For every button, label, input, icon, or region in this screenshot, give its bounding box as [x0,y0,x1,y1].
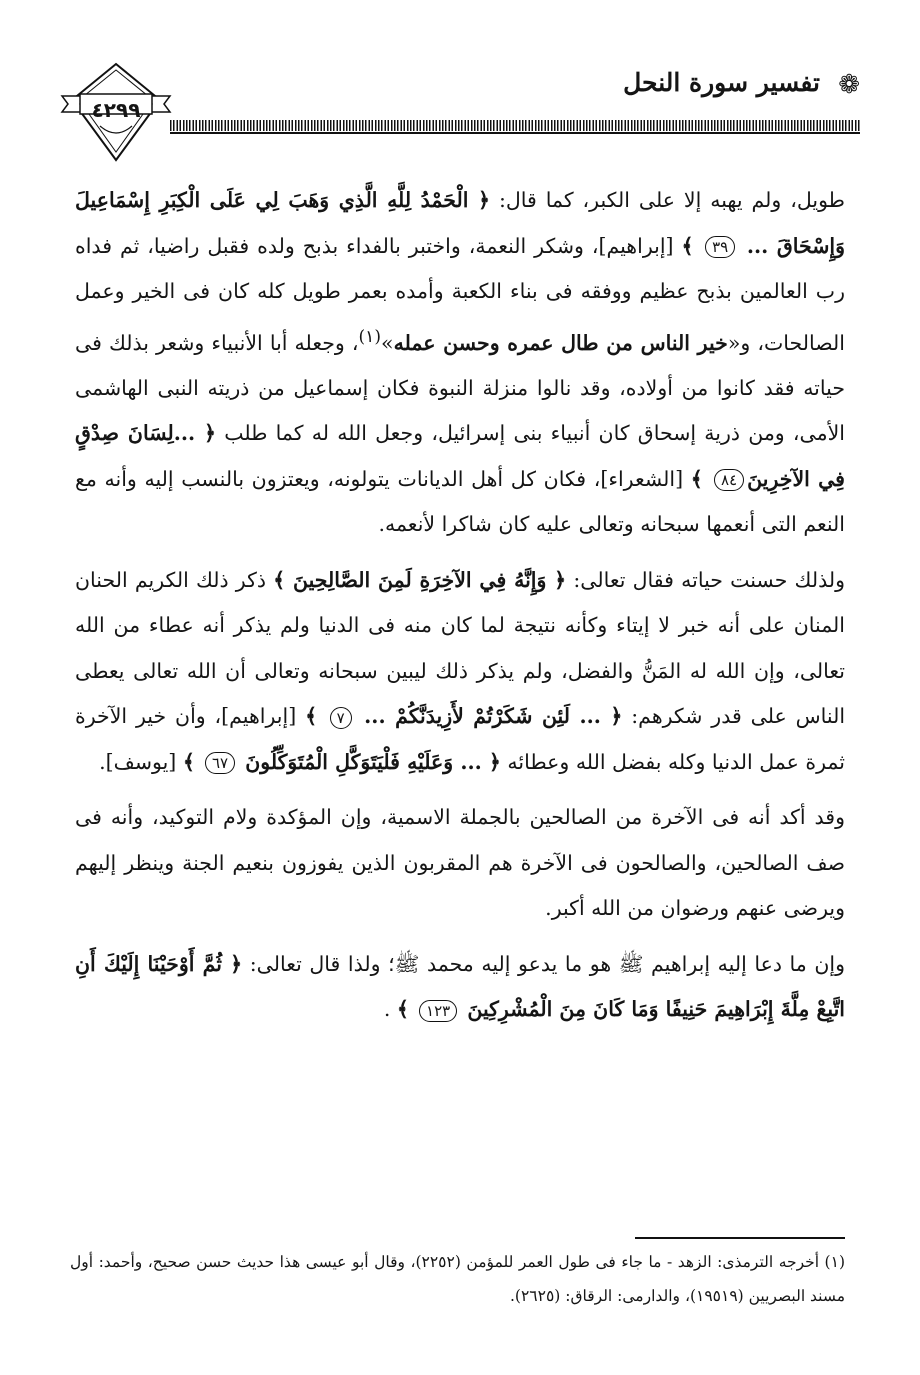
text-run: . [383,997,397,1022]
quran-quote: ﴿ ...لِسَانَ صِدْقٍ فِي الآخِرِينَ [75,421,845,491]
quran-quote: ﴾ [681,233,703,258]
header-rule-line [170,132,860,134]
footnote-ref: (١) [358,326,382,347]
footnote-separator [635,1237,845,1239]
page-number: ٤٢٩٩ [91,98,141,122]
page-header [60,60,860,170]
paragraph [75,795,845,932]
verse-number: ٨٤ [714,469,744,491]
quran-quote: ﴿ وَإِنَّهُ فِي الآخِرَةِ لَمِنَ الصَّالِحِينَ ﴾ [273,567,567,592]
quran-quote: ﴾ [396,997,417,1022]
body-text [75,178,845,1043]
text-run: وقد أكد أنه فى الآخرة من الصالحين بالجملة الاسمية، وإن المؤكدة ولام التوكيد، وأنه فى صف الصالحين، والصالحون فى الآخرة هم المقربون الذين يفوزون بنعيم الجنة وينظر إليهم ويرضى عنهم ورضوان من الله أكبر. [75,805,845,921]
verse-number: ٧ [330,707,352,729]
text-run: [إبراهيم]، وأن خير الآخرة ثمرة عمل الدنيا وكله بفضل الله وعطائه [75,704,845,774]
text-run: ، وجعله أبا الأنبياء وشعر بذلك فى حياته فقد كانوا من أولاده، وقد نالوا منزلة النبوة فكان إسماعيل من ذريته النبى الهاشمى الأمى، ومن ذرية إسحاق كان أنبياء بنى إسرائيل، وجعل الله له كما طلب [75,330,845,446]
quran-quote: ﴿ الْحَمْدُ لِلَّهِ الَّذِي وَهَبَ لِي عَلَى الْكِبَرِ إِسْمَاعِيلَ وَإِسْحَاقَ ... [75,188,845,258]
quran-quote: ﴿ ثُمَّ أَوْحَيْنَا إِلَيْكَ أَنِ اتَّبِعْ مِلَّةَ إِبْرَاهِيمَ حَنِيفًا وَمَا كَانَ مِنَ الْمُشْرِكِينَ [75,951,845,1022]
quran-quote: ﴾ [305,704,327,729]
text-run: ذكر ذلك الكريم الحنان المنان على أنه خبر لا إيتاء وكأنه نتيجة لما كان منه فى الدنيا ولم يذكر أنه عطاء من الله تعالى، وإن الله له المَنُّ والفضل، ولم يذكر ذلك ليبين سبحانه وتعالى أن الله تعالى يعطى الناس على قدر شكرهم: [75,567,846,729]
footnote: (١) أخرجه الترمذى: الزهد - ما جاء فى طول العمر للمؤمن (٢٢٥٢)، وقال أبو عيسى هذا حديث حسن صحيح، وأحمد: أول مسند البصريين (١٩٥١٩)، والدارمى: الرقاق: (٢٦٢٥). [70,1253,845,1305]
paragraph [75,558,845,786]
verse-number: ٣٩ [705,236,735,258]
text-run: » [381,330,394,355]
paragraph [75,942,845,1033]
text-run: طويل، ولم يهبه إلا على الكبر، كما قال: [490,188,845,212]
text-run: [يوسف]. [99,749,183,774]
paragraph [75,178,845,548]
hadith-quote: خير الناس من طال عمره وحسن عمله [393,330,728,355]
text-run: وإن ما دعا إليه إبراهيم ﷺ هو ما يدعو إليه محمد ﷺ؛ ولذا قال تعالى: [242,951,845,976]
text-run: ولذلك حسنت حياته فقال تعالى: [566,567,845,592]
verse-number: ١٢٣ [419,1000,457,1022]
quran-quote: ﴾ [182,749,202,774]
text-run: [إبراهيم]، وشكر النعمة، واختبر بالفداء بذبح ولده فقبل راضيا، ثم فداه رب العالمين بذبح عظيم ووفقه فى بناء الكعبة وأمده بعمر طويل كله كان فى الخير وعمل الصالحات، و« [75,233,845,355]
footnotes [70,1245,845,1313]
quran-quote: ﴿ ... وَعَلَيْهِ فَلْيَتَوَكَّلِ الْمُتَوَكِّلُونَ [238,749,501,774]
ornament-icon: ❁ [838,70,860,100]
quran-quote: ﴾ [690,466,712,491]
running-title: تفسير سورة النحل [623,68,820,97]
header-rule [170,120,860,131]
verse-number: ٦٧ [205,752,235,774]
quran-quote: ﴿ ... لَئِن شَكَرْتُمْ لأَزِيدَنَّكُمْ ... [354,704,623,729]
text-run: [الشعراء]، فكان كل أهل الديانات يتولونه، ويعتزون بالنسب إليه وأنه مع النعم التى أنعمها سبحانه وتعالى عليه كان شاكرا لأنعمه. [75,466,845,537]
